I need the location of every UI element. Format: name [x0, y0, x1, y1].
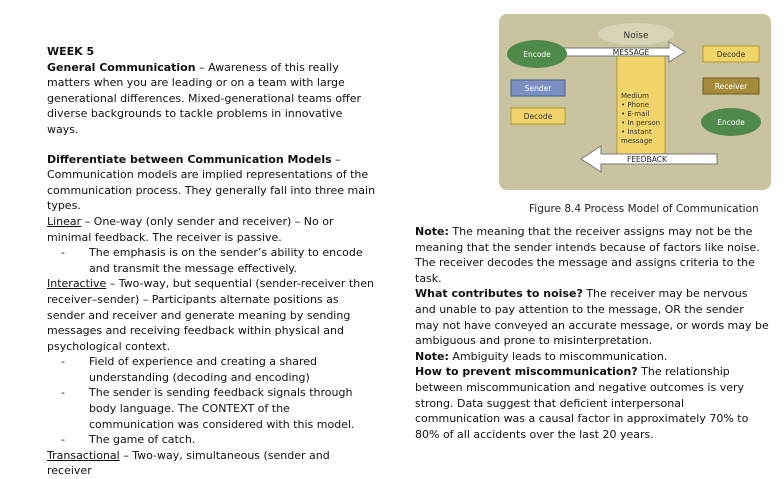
prevent-paragraph — [415, 364, 770, 442]
note-1 — [415, 224, 770, 286]
encode-right-label: Encode — [717, 118, 745, 127]
transactional-paragraph — [47, 448, 377, 479]
general-text: – Awareness of this really matters when you are leading or on a team with large generational differences. Mixed-generational teams offer diverse backgrounds to tackle problems in innovative ways. — [47, 60, 361, 136]
interactive-text: – Two-way, but sequential (sender-receiver then receiver–sender) – Participants alternate positions as sender and receiver and generate meaning by sending messages and receiving feedback within physical and psychological context. — [47, 277, 374, 353]
figure-caption: Figure 8.4 Process Model of Communication — [529, 203, 759, 215]
note-2-text: Ambiguity leads to miscommunication. — [448, 349, 668, 363]
interactive-label: Interactive — [47, 277, 107, 291]
general-paragraph — [47, 60, 377, 138]
left-column — [47, 44, 377, 479]
prevent-question: How to prevent miscommunication? — [415, 365, 638, 379]
list-item: - The emphasis is on the sender’s ability to encode and transmit the message effectively. — [47, 245, 377, 276]
note-2 — [415, 349, 770, 365]
transactional-text: – Two-way, simultaneous (sender and receiver — [47, 448, 330, 478]
interactive-bullet-3: The game of catch. — [89, 433, 196, 447]
note-1-text: The meaning that the receiver assigns may not be the meaning that the sender intends because of factors like noise. The receiver decodes the message and assigns criteria to the task. — [415, 225, 760, 285]
note-1-label: Note: — [415, 225, 449, 238]
diff-text: Communication models are implied representations of the communication process. They generally fall into three main types. — [47, 168, 376, 213]
interactive-bullet-1: Field of experience and creating a shared understanding (decoding and encoding) — [89, 355, 318, 384]
noise-label: Noise — [623, 31, 649, 41]
sender-label: Sender — [524, 84, 552, 93]
interactive-bullet-2: The sender is sending feedback signals through body language. The CONTEXT of the communication was considered with this model. — [89, 386, 355, 431]
process-model-figure — [497, 12, 773, 210]
linear-text: – One-way (only sender and receiver) – No or minimal feedback. The receiver is passive. — [47, 214, 334, 244]
diff-heading-line — [47, 152, 377, 168]
decode-right-label: Decode — [716, 50, 746, 59]
receiver-label: Receiver — [714, 82, 748, 91]
general-heading: General Communication — [47, 60, 196, 74]
decode-left-label: Decode — [523, 112, 553, 121]
linear-paragraph — [47, 214, 377, 245]
list-item: - The sender is sending feedback signals through body language. The CONTEXT of the communication was considered with this model. — [47, 385, 377, 432]
week-heading: WEEK 5 — [47, 45, 95, 58]
diff-heading: Differentiate between Communication Models — [47, 152, 332, 166]
list-item: - Field of experience and creating a shared understanding (decoding and encoding) — [47, 354, 377, 385]
message-label: MESSAGE — [612, 48, 650, 57]
note-2-label: Note: — [415, 349, 449, 363]
noise-text: The receiver may be nervous and unable to pay attention to the message, OR the sender may not have conveyed an accurate message, or words may be ambiguous and prone to misinterpretation. — [415, 287, 769, 348]
prevent-text: The relationship between miscommunication and negative outcomes is very strong. Data suggest that deficient interpersonal communication was a causal factor in approximately 70% to 80% of all accidents over the last 20 years. — [415, 365, 749, 441]
encode-left-label: Encode — [523, 50, 551, 59]
list-item: - The game of catch. — [47, 432, 377, 448]
diff-dash: – — [331, 152, 341, 166]
noise-question: What contributes to noise? — [415, 287, 583, 301]
interactive-paragraph — [47, 276, 377, 354]
right-column — [415, 224, 770, 442]
linear-label: Linear — [47, 214, 82, 228]
noise-paragraph — [415, 286, 770, 348]
transactional-label: Transactional — [47, 448, 120, 462]
medium-text: Medium • Phone • E-mail • In person • Instant message — [621, 92, 661, 145]
linear-bullet-1: The emphasis is on the sender’s ability to encode and transmit the message effectively. — [89, 246, 363, 275]
feedback-label: FEEDBACK — [627, 155, 667, 164]
